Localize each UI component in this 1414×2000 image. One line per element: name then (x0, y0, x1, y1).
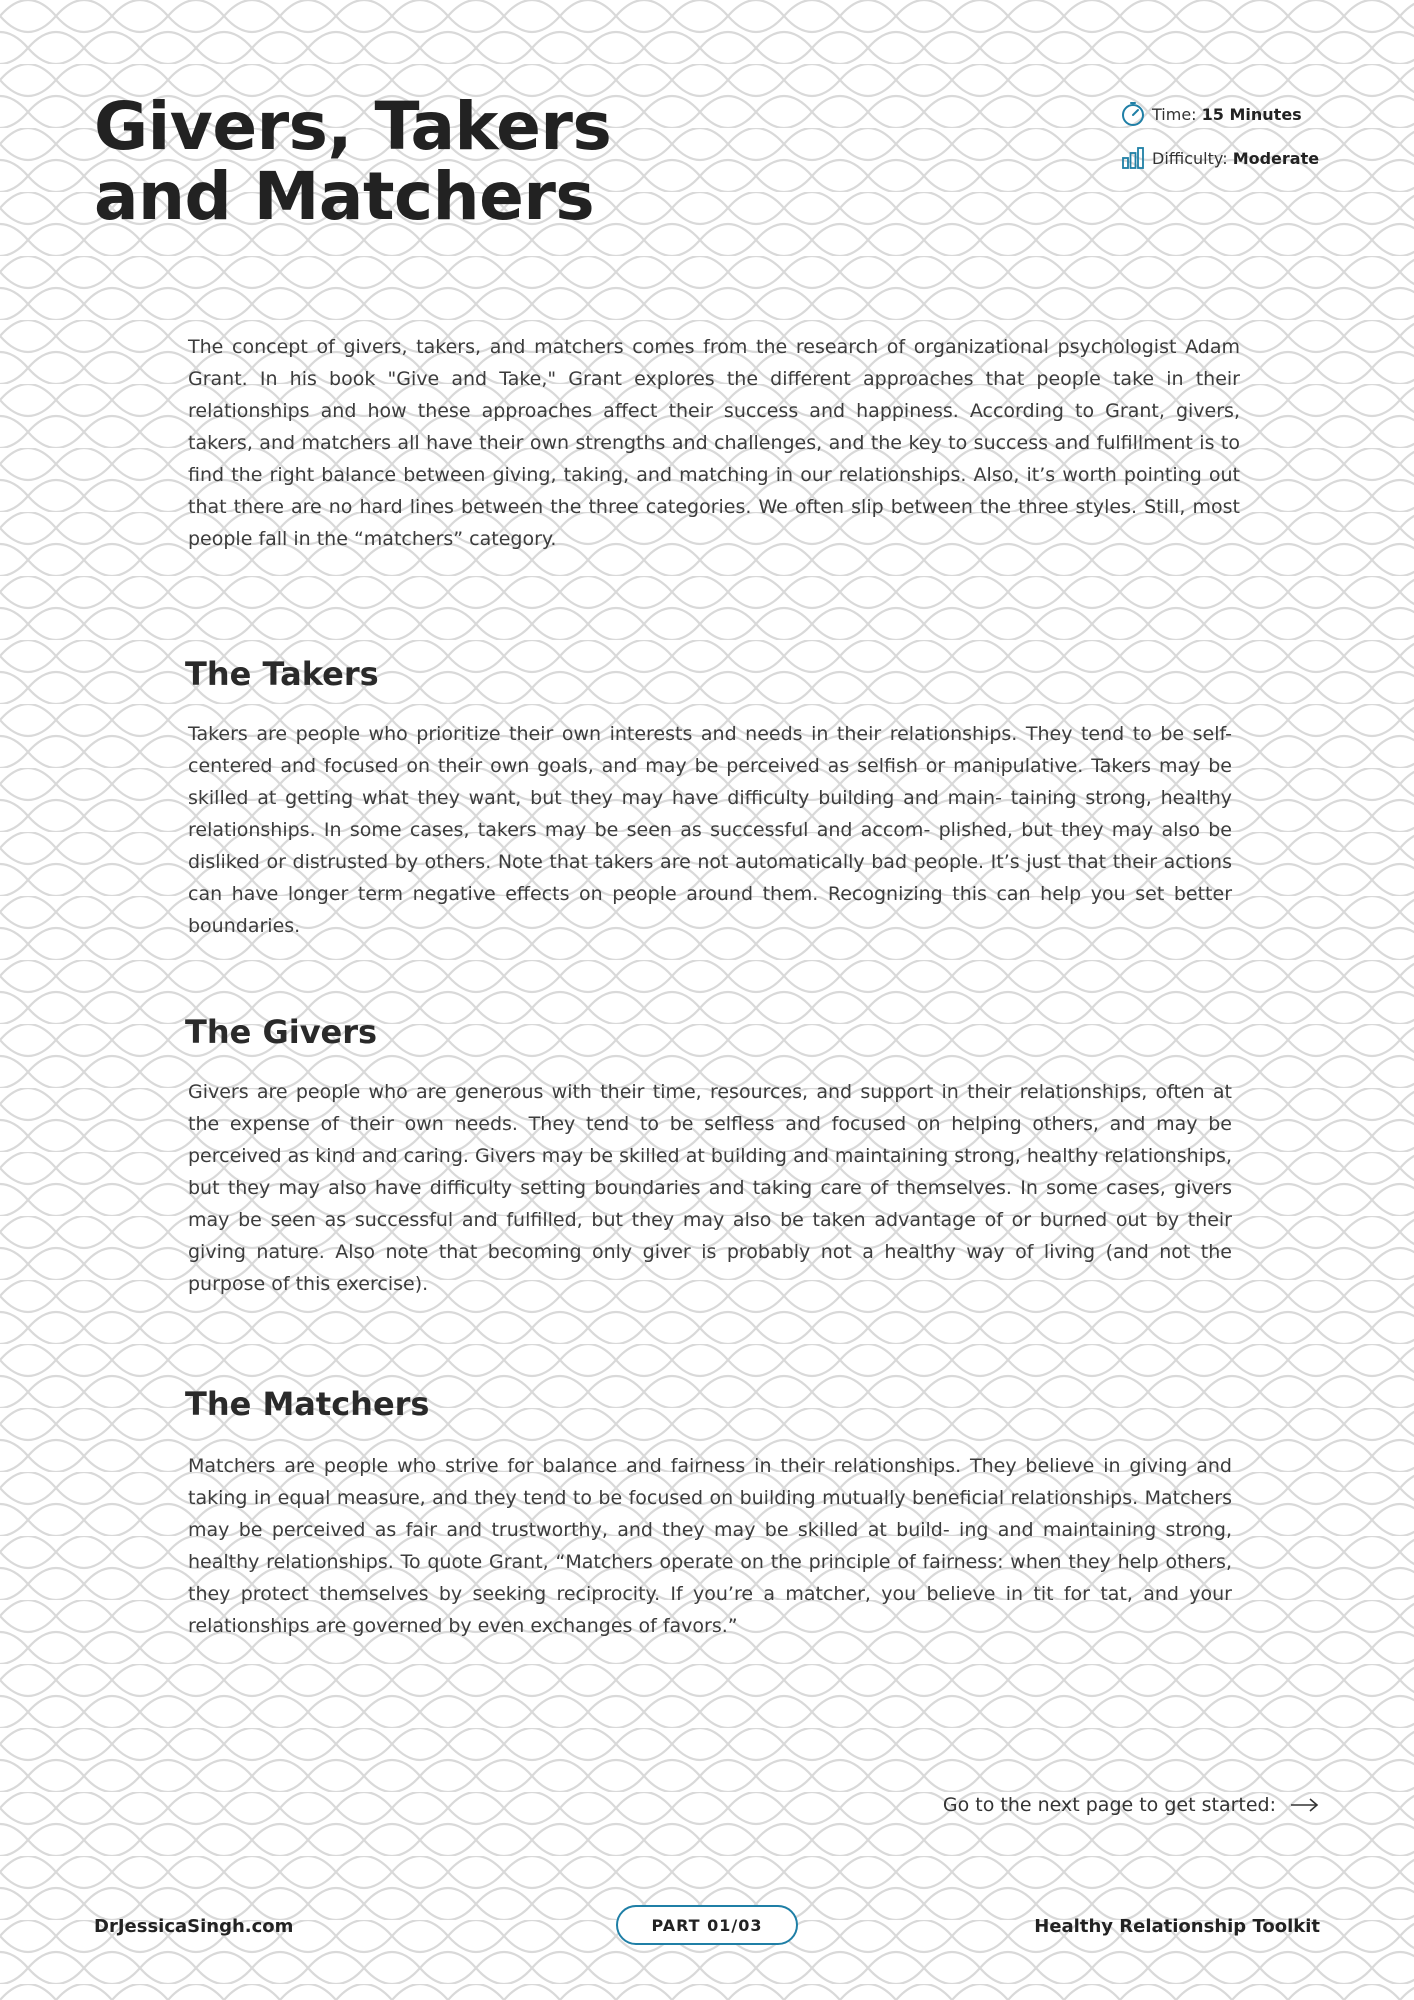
time-info (1120, 101, 1319, 127)
intro-paragraph: The concept of givers, takers, and matchers comes from the research of organizational psychologist Adam Grant. In his book "Give and Take," Grant explores the different approaches that people take in their relationships and how these approaches affect their success and happiness. According to Grant, givers, takers, and matchers all have their own strengths and challenges, and the key to success and fulfillment is to find the right balance between giving, taking, and matching in our relationships. Also, it’s worth pointing out that there are no hard lines between the three categories. We often slip between the three styles. Still, most people fall in the “matchers” category. (188, 336, 1240, 550)
time-value: 15 Minutes (1201, 104, 1302, 124)
page-title (94, 88, 612, 235)
givers-heading: The Givers (185, 1013, 378, 1051)
title-line-2: and Matchers (94, 158, 595, 235)
toolkit-label: Healthy Relationship Toolkit (1034, 1916, 1320, 1937)
difficulty-info (1120, 145, 1319, 171)
stopwatch-icon (1120, 101, 1146, 127)
title-line-1: Givers, Takers (94, 88, 612, 165)
next-page-text: Go to the next page to get started: (942, 1794, 1276, 1816)
website-label: DrJessicaSingh.com (94, 1916, 294, 1937)
takers-paragraph: Takers are people who prioritize their own interests and needs in their relationships. They tend to be self-centered and focused on their own goals, and may be perceived as selfish or manipulative. Takers may be skilled at getting what they want, but they may have difficulty building and main- taining strong, healthy relationships. In some cases, takers may be seen as successful and accom- plished, but they may also be disliked or distrusted by others. Note that takers are not automatically bad people. It’s just that their actions can have longer term negative effects on people around them. Recognizing this can help you set better boundaries. (188, 723, 1232, 937)
matchers-heading: The Matchers (185, 1385, 430, 1423)
givers-paragraph: Givers are people who are generous with their time, resources, and support in their relationships, often at the expense of their own needs. They tend to be selfless and focused on helping others, and may be perceived as kind and caring. Givers may be skilled at building and maintaining strong, healthy relationships, but they may also have difficulty setting boundaries and taking care of themselves. In some cases, givers may be seen as successful and fulfilled, but they may also be taken advantage of or burned out by their giving nature. Also note that becoming only giver is probably not a healthy way of living (and not the purpose of this exercise). (188, 1081, 1232, 1295)
takers-heading: The Takers (185, 655, 379, 693)
difficulty-value: Moderate (1232, 148, 1320, 168)
part-badge: PART 01/03 (616, 1905, 798, 1945)
arrow-right-icon (1290, 1797, 1320, 1813)
bar-chart-icon (1120, 145, 1146, 171)
difficulty-label: Difficulty: (1152, 148, 1228, 168)
next-page-link[interactable] (943, 1794, 1320, 1816)
activity-meta (1120, 101, 1319, 189)
matchers-paragraph: Matchers are people who strive for balance and fairness in their relationships. They believe in giving and taking in equal measure, and they tend to be focused on building mutually beneficial relationships. Matchers may be perceived as fair and trustworthy, and they may be skilled at build- ing and maintaining strong, healthy relationships. To quote Grant, “Matchers operate on the principle of fairness: when they help others, they protect themselves by seeking reciprocity. If you’re a matcher, you believe in tit for tat, and your relationships are governed by even exchanges of favors.” (188, 1455, 1232, 1637)
time-label: Time: (1152, 104, 1197, 124)
